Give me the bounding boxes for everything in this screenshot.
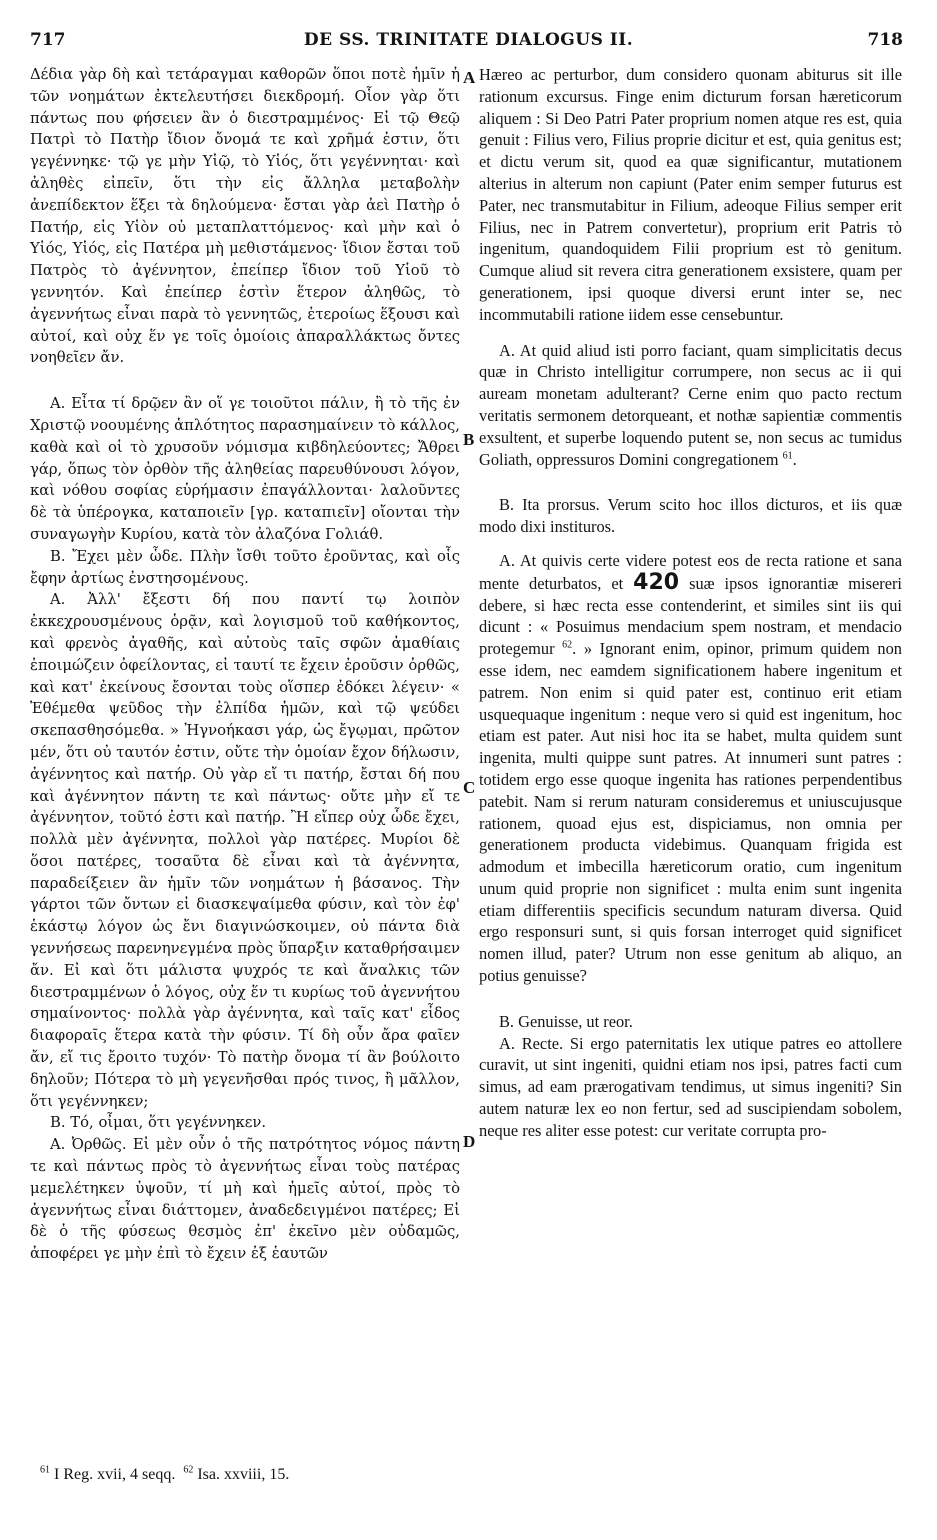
section-marker-a: A [463, 68, 476, 87]
greek-paragraph: Α. Ἀλλ' ἔξεστι δή που παντί τῳ λοιπὸν ἐκκεχρουσμένους ὁρᾷν, καὶ λογισμοῦ τοῦ καθήκοντος, καὶ φρενὸς ἀγαθῆς, καὶ αὐτοὺς ταῖς σφῶν ἀμαθίαις ἐποιμώζειν ὀφείλοντας, εἰ ταυτί τε ἔχειν ἐροῦσιν ὀρθῶς, καὶ κατ' ἐκείνους ἔσονται τοὺς οἵσπερ ἐδόκει λέγειν· « Ἐθέμεθα ψεῦδος τὴν ἐλπίδα ἡμῶν, καὶ τῷ ψεύδει σκεπασθησόμεθα. » Ἠγνοήκασι γάρ, ὡς ἔγῳμαι, πρῶτον μέν, ὅτι οὐ ταυτόν ἐστιν, οὔτε τὴν ὁμοίαν ἔχον δήλωσιν, ἀγέννητος καὶ πατήρ. Οὐ γὰρ εἴ τι πατήρ, ἔσται δή που καὶ ἀγέννητον πάντη τε καὶ πάντως· οὔτε μὴν εἴ τε ἀγέννητον, τοῦτό ἐστι καὶ πατήρ. Ἢ εἴπερ οὐχ ὧδε ἔχει, πολλὰ μὲν ἀγέννητα, πολλοὶ γὰρ πατέρες. Μυρίοι δὲ ὅσοι πατέρες, τοσαῦτα δὲ εἶναι καὶ τὰ ἀγέννητα, παραδείξειεν ἂν ἡμῖν τῶν νοημάτων ἡ βάσανος. Τὴν γάρτοι τῶν ὄντων εἰ διασκεψαίμεθα φύσιν, καὶ τὸν ἐφ' ἑκάστῳ λόγον ὡς ἔνι διαγινώσκοιμεν, οὐ πάντα διὰ γεννήσεως παρενηνεγμένα πρὸς ὕπαρξιν καταθρήσαιμεν ἄν. Εἰ καὶ ὅτι μάλιστα ψυχρός τε καὶ ἄναλκις τῶν διεστραμμένων ὁ λόγος, οὐχ ἕν τι κυρίως τοῦ ἀγεννήτου σημαίνοντος· πολλὰ γὰρ ἀγέννητα, καὶ ταῖς κατ' εἶδος διαφοραῖς ἕτερα κατὰ τὴν φύσιν. Τί δὴ οὖν ἄρα φαῖεν ἄν, εἴ τις ἔροιτο τυχόν· Τὸ πατὴρ ὄνομα τί ἂν βούλοιτο δηλοῦν; Πότερα τὸ μὴ γεγενῆσθαι πρός τινος, ἢ μᾶλλον, ὅτι γεγέννηκεν; [30, 591, 460, 1110]
greek-paragraph: Δέδια γὰρ δὴ καὶ τετάραγμαι καθορῶν ὅποι ποτὲ ἡμῖν ἡ τῶν νοημάτων ἐκτελευτήσει διεκδρομή. Οἷον γὰρ ὅτι πάντως που φήσειεν ἂν ὁ διεστραμμένος· Εἰ τῷ Θεῷ Πατρὶ τὸ Πατὴρ ἴδιον ὄνομά τε καὶ χρῆμά ἐστιν, ὅτι γεγέννηκε· τῷ γε μὴν Υἱῷ, τὸ Υἱός, ὅτι γεγέννηται· καὶ ἀληθὲς εἰπεῖν, ὅτι τὴν εἰς ἄλληλα μεταβολὴν ἀνεπίδεκτον ἕξει τὰ δηλούμενα· ἔσται γὰρ ἀεὶ Πατὴρ ὁ Πατήρ, εἰς Υἱὸν οὐ μεταπλαττόμενος· καὶ μὴν καὶ ὁ Υἱός, Υἱός, εἰς Πατέρα μὴ μεθιστάμενος· ἴδιον ἔσται τοῦ Πατρὸς τὸ ἀγέννητον, ἐπείπερ ἴδιον τοῦ Υἱοῦ τὸ γεννητόν. Καὶ ἐπείπερ ἐστὶν ἕτερον ἀληθῶς, τὸ ἀγεννήτως εἶναι παρὰ τὸ γεννητῶς, ἑτεροίως ἕξουσι καὶ αὐτοί, καὶ οὐχ ἕν γε τοῖς ὁμοίοις ἀπαραλλάκτως ὄντες νοηθεῖεν ἄν. [30, 66, 460, 367]
latin-paragraph: B. Ita prorsus. Verum scito hoc illos dicturos, et iis quæ modo dixi instituros. [479, 495, 902, 537]
page-number-right: 718 [867, 30, 903, 50]
greek-paragraph: Α. Ὀρθῶς. Εἰ μὲν οὖν ὁ τῆς πατρότητος νόμος πάντη τε καὶ πάντως πρὸς τὸ ἀγεννήτως εἶναι τοὺς πατέρας μεμελέτηκεν ὑψοῦν, τί μὴ καὶ ἡμεῖς αὐτοί, πρὸς τὸ ἀγεννήτως εἶναι διάττομεν, ἀναδεδειγμένοι πατέρες; Εἰ δὲ ὁ τῆς φύσεως θεσμὸς ἐπ' ἐκεῖνο μὲν οὐδαμῶς, ἀποφέρει γε μὴν ἐπὶ τὸ ἔχειν ἐξ ἑαυτῶν [30, 1136, 460, 1263]
section-marker-c: C [463, 778, 476, 797]
footnote-marker: 62 [183, 1464, 194, 1476]
column-number: 420 [633, 569, 680, 595]
footnotes [40, 1466, 289, 1484]
latin-column [479, 64, 902, 1142]
footnote-reference: 62 [562, 639, 573, 651]
footnote-marker: 61 [40, 1464, 50, 1476]
footnote-text: I Reg. xvii, 4 seqq. [54, 1466, 176, 1483]
latin-paragraph: A. At quid aliud isti porro faciant, quam simplicitatis decus quæ in Christo intelligitur corrumpere, non secus ac ii qui auream monetam adulterant? Cerne enim quo pacto rectum veritatis sermonem detorqueant, et nothæ sapientiæ commentis exsultent, et superbe loquendo putent se, non secus ac tumidus Goliath, oppressuros Domini congregationem $^{61}$. [479, 340, 902, 469]
greek-paragraph: Β. Τό, οἶμαι, ὅτι γεγέννηκεν. [50, 1114, 267, 1132]
running-title: DE SS. TRINITATE DIALOGUS II. [303, 30, 634, 50]
latin-paragraph: Hæreo ac perturbor, dum considero quonam abiturus sit ille rationum excursus. Finge enim dicturum forsan hæreticorum aliquem : Si Deo Patri Pater proprium nomen atque res est, quia genuit : Filius vero, Filius proprie dicitur et est, quia genitus est; et dictu verum sit, quod ea quæ significantur, mutationem alterius in alterum non capiunt (Pater enim semper futurus est Pater, nec transmutabitur in Filium, adeoque Filius semper erit Filius, nec in Patrem convertetur), proprium erit Patris τὸ ingenitum, quandoquidem Filii proprium est τὸ genitum. Cumque aliud sit revera citra generationem exsistere, quam per generationem, ipsi quoque diversi erunt inter se, nec incommutabili ratione iidem esse censebuntur. [479, 65, 902, 324]
footnote-text: Isa. xxviii, 15. [197, 1466, 290, 1483]
footnote-reference: 61 [782, 450, 793, 462]
page-number-left: 717 [30, 30, 66, 50]
greek-paragraph: Α. Εἶτα τί δρῷεν ἂν οἵ γε τοιοῦτοι πάλιν, ἢ τὸ τῆς ἐν Χριστῷ νοουμένης ἁπλότητος παρασημαίνειν τὸ κάλλος, καθὰ καὶ οἱ τὸ χρυσοῦν νόμισμα κιβδηλεύοντες; Ἄθρει γάρ, ὅπως τὸν ὀρθὸν τῆς ἀληθείας παρευθύνουσι λόγον, καὶ νόθου σοφίας εὑρήμασιν ἐπαγάλλονται· λαλοῦντες δὲ τὰ ὑπέρογκα, καταποιεῖν [γρ. καταπιεῖν] οἴονται τὴν συναγωγὴν Κυρίου, κατὰ τὸν ἀλαζόνα Γολιάθ. [30, 395, 460, 543]
section-marker-b: B [463, 430, 475, 449]
greek-paragraph: Β. Ἔχει μὲν ὧδε. Πλὴν ἴσθι τοῦτο ἐροῦντας, καὶ οἷς ἔφην ἀρτίως ἐνστησομένους. [30, 547, 460, 587]
latin-paragraph: A. At quivis certe videre potest eos de recta ratione et sana mente deturbatos, et 420 suæ ipsos ignorantiæ misereri debere, si hæc recta esse contenderint, et similes sint iis qui dicunt : « Posuimus mendacium spem nostram, et mendacio protegemur $^{62}$. » Ignorant enim, opinor, primum quidem non esse idem, nec eamdem significationem habere ingenitum et patrem. Non enim si quid pater est, continuo erit etiam usquequaque ingenitum : neque vero si quid est ingenitum, hoc etiam est pater. Aut nisi hoc ita se habet, multa quidem sunt ingenita, multi quippe sunt patres. At innumeri sunt patres : totidem ergo esse quoque ingenita has rationes perpendentibus patebit. Nam si rerum naturam consideremus et uniuscujusque rationem, quoad ejus est, dispiciamus, non omnia per generationem producta videbimus. Quanquam frigida est admodum et imbecilla hæreticorum oratio, cum ingenitum unum quid proprie non significet : multa enim sunt ingenita etiam differentiis specificis secundum naturam diversa. Quid ergo responsuri sunt, si quis forsan interroget quid significet nomen illud, pater? Utrum non esse genitum ab aliquo, an potius genuisse? [479, 550, 902, 986]
section-marker-d: D [463, 1132, 476, 1151]
latin-paragraph: A. Recte. Si ergo paternitatis lex utique patres eo attollere curavit, ut sint ingeniti, quidni etiam nos ipsi, patres facti cum simus, ad eam prærogativam tendimus, ut simus ingeniti? Sin autem naturæ lex eo non fertur, sed ad suscipiendam sobolem, neque res aliter esse potest: cur veritate corrupta pro- [479, 1033, 902, 1140]
latin-paragraph: B. Genuisse, ut reor. [499, 1011, 633, 1031]
greek-column [30, 64, 460, 1265]
